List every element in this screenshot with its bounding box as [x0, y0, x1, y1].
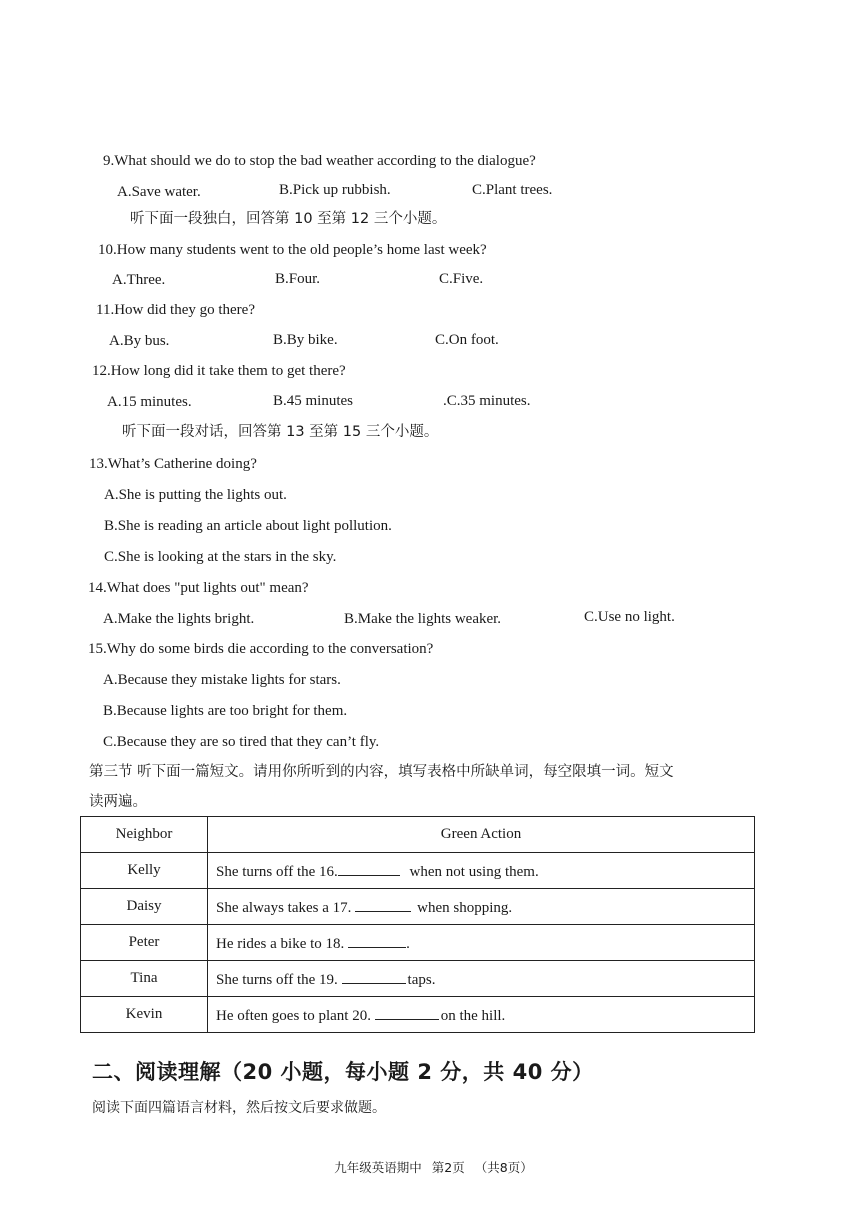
answer-blank-16[interactable] — [338, 861, 400, 876]
answer-blank-18[interactable] — [348, 933, 406, 948]
q15-option-b: B.Because lights are too bright for them. — [103, 703, 348, 719]
green-action-cell — [208, 925, 755, 961]
footer-page-number: 第2页 — [431, 1160, 465, 1175]
question-11: 11.How did they go there? — [96, 302, 255, 318]
q10-option-b: B.Four. — [275, 271, 321, 287]
q14-option-c: C.Use no light. — [584, 609, 675, 625]
part2-instruction: 阅读下面四篇语言材料，然后按文后要求做题。 — [92, 1100, 386, 1116]
section3-instruction-line1: 第三节 听下面一篇短文。请用你所听到的内容，填写表格中所缺单词，每空限填一词。短文 — [89, 764, 674, 780]
table-row — [81, 997, 755, 1033]
action-text-before: He often goes to plant 20. — [216, 1007, 375, 1024]
q11-option-c: C.On foot. — [435, 332, 499, 348]
q12-option-a: A.15 minutes. — [107, 394, 192, 410]
section3-instruction-line2: 读两遍。 — [89, 794, 147, 810]
page-footer — [0, 1158, 867, 1176]
q13-option-a: A.She is putting the lights out. — [104, 487, 287, 503]
instruction-10-12: 听下面一段独白，回答第 10 至第 12 三个小题。 — [130, 211, 447, 227]
table-row — [81, 925, 755, 961]
footer-exam-name: 九年级英语期中 — [334, 1160, 422, 1175]
action-text-before: She turns off the 19. — [216, 971, 342, 988]
footer-total-pages: （共8页） — [474, 1160, 533, 1175]
green-action-cell — [208, 889, 755, 925]
answer-blank-17[interactable] — [355, 897, 411, 912]
green-action-cell — [208, 997, 755, 1033]
q9-option-c: C.Plant trees. — [472, 182, 553, 198]
action-text-after: on the hill. — [440, 1007, 506, 1024]
green-action-cell — [208, 961, 755, 997]
q11-option-a: A.By bus. — [109, 333, 170, 349]
q15-option-a: A.Because they mistake lights for stars. — [103, 672, 341, 688]
neighbor-name: Kevin — [81, 997, 208, 1033]
q11-option-b: B.By bike. — [273, 332, 338, 348]
q15-option-c: C.Because they are so tired that they can’t fly. — [103, 734, 380, 750]
table-row — [81, 889, 755, 925]
q13-option-b: B.She is reading an article about light pollution. — [104, 518, 392, 534]
neighbor-name: Tina — [81, 961, 208, 997]
question-10: 10.How many students went to the old people’s home last week? — [98, 242, 487, 258]
q9-option-b: B.Pick up rubbish. — [279, 182, 391, 198]
table-header-row — [81, 817, 755, 853]
q10-option-c: C.Five. — [439, 271, 484, 287]
action-text-before: She always takes a 17. — [216, 899, 356, 916]
answer-blank-20[interactable] — [375, 1005, 439, 1020]
q13-option-c: C.She is looking at the stars in the sky. — [104, 549, 337, 565]
q12-option-c: .C.35 minutes. — [443, 393, 531, 409]
action-text-after: when not using them. — [405, 863, 539, 880]
q14-option-b: B.Make the lights weaker. — [344, 611, 502, 627]
neighbor-name: Peter — [81, 925, 208, 961]
action-text-after: . — [406, 935, 410, 952]
question-15: 15.Why do some birds die according to the conversation? — [88, 641, 434, 657]
q9-option-a: A.Save water. — [117, 184, 201, 200]
question-12: 12.How long did it take them to get there? — [92, 363, 346, 379]
action-text-before: He rides a bike to 18. — [216, 935, 349, 952]
q14-option-a: A.Make the lights bright. — [103, 611, 255, 627]
table-row — [81, 853, 755, 889]
part2-title: 二、阅读理解（20 小题，每小题 2 分，共 40 分） — [92, 1060, 594, 1084]
green-action-cell — [208, 853, 755, 889]
action-text-after: when shopping. — [417, 899, 513, 916]
question-9: 9.What should we do to stop the bad weather according to the dialogue? — [103, 153, 536, 169]
neighbor-name: Daisy — [81, 889, 208, 925]
q10-option-a: A.Three. — [112, 272, 166, 288]
question-13: 13.What’s Catherine doing? — [89, 456, 257, 472]
instruction-13-15: 听下面一段对话，回答第 13 至第 15 三个小题。 — [122, 424, 439, 440]
action-text-before: She turns off the 16. — [216, 863, 338, 880]
answer-blank-19[interactable] — [342, 969, 406, 984]
table-row — [81, 961, 755, 997]
action-text-after: taps. — [407, 971, 436, 988]
green-action-table — [80, 816, 755, 1033]
q12-option-b: B.45 minutes — [273, 393, 354, 409]
header-neighbor: Neighbor — [81, 817, 208, 853]
header-green-action: Green Action — [208, 817, 755, 853]
neighbor-name: Kelly — [81, 853, 208, 889]
question-14: 14.What does "put lights out" mean? — [88, 580, 309, 596]
